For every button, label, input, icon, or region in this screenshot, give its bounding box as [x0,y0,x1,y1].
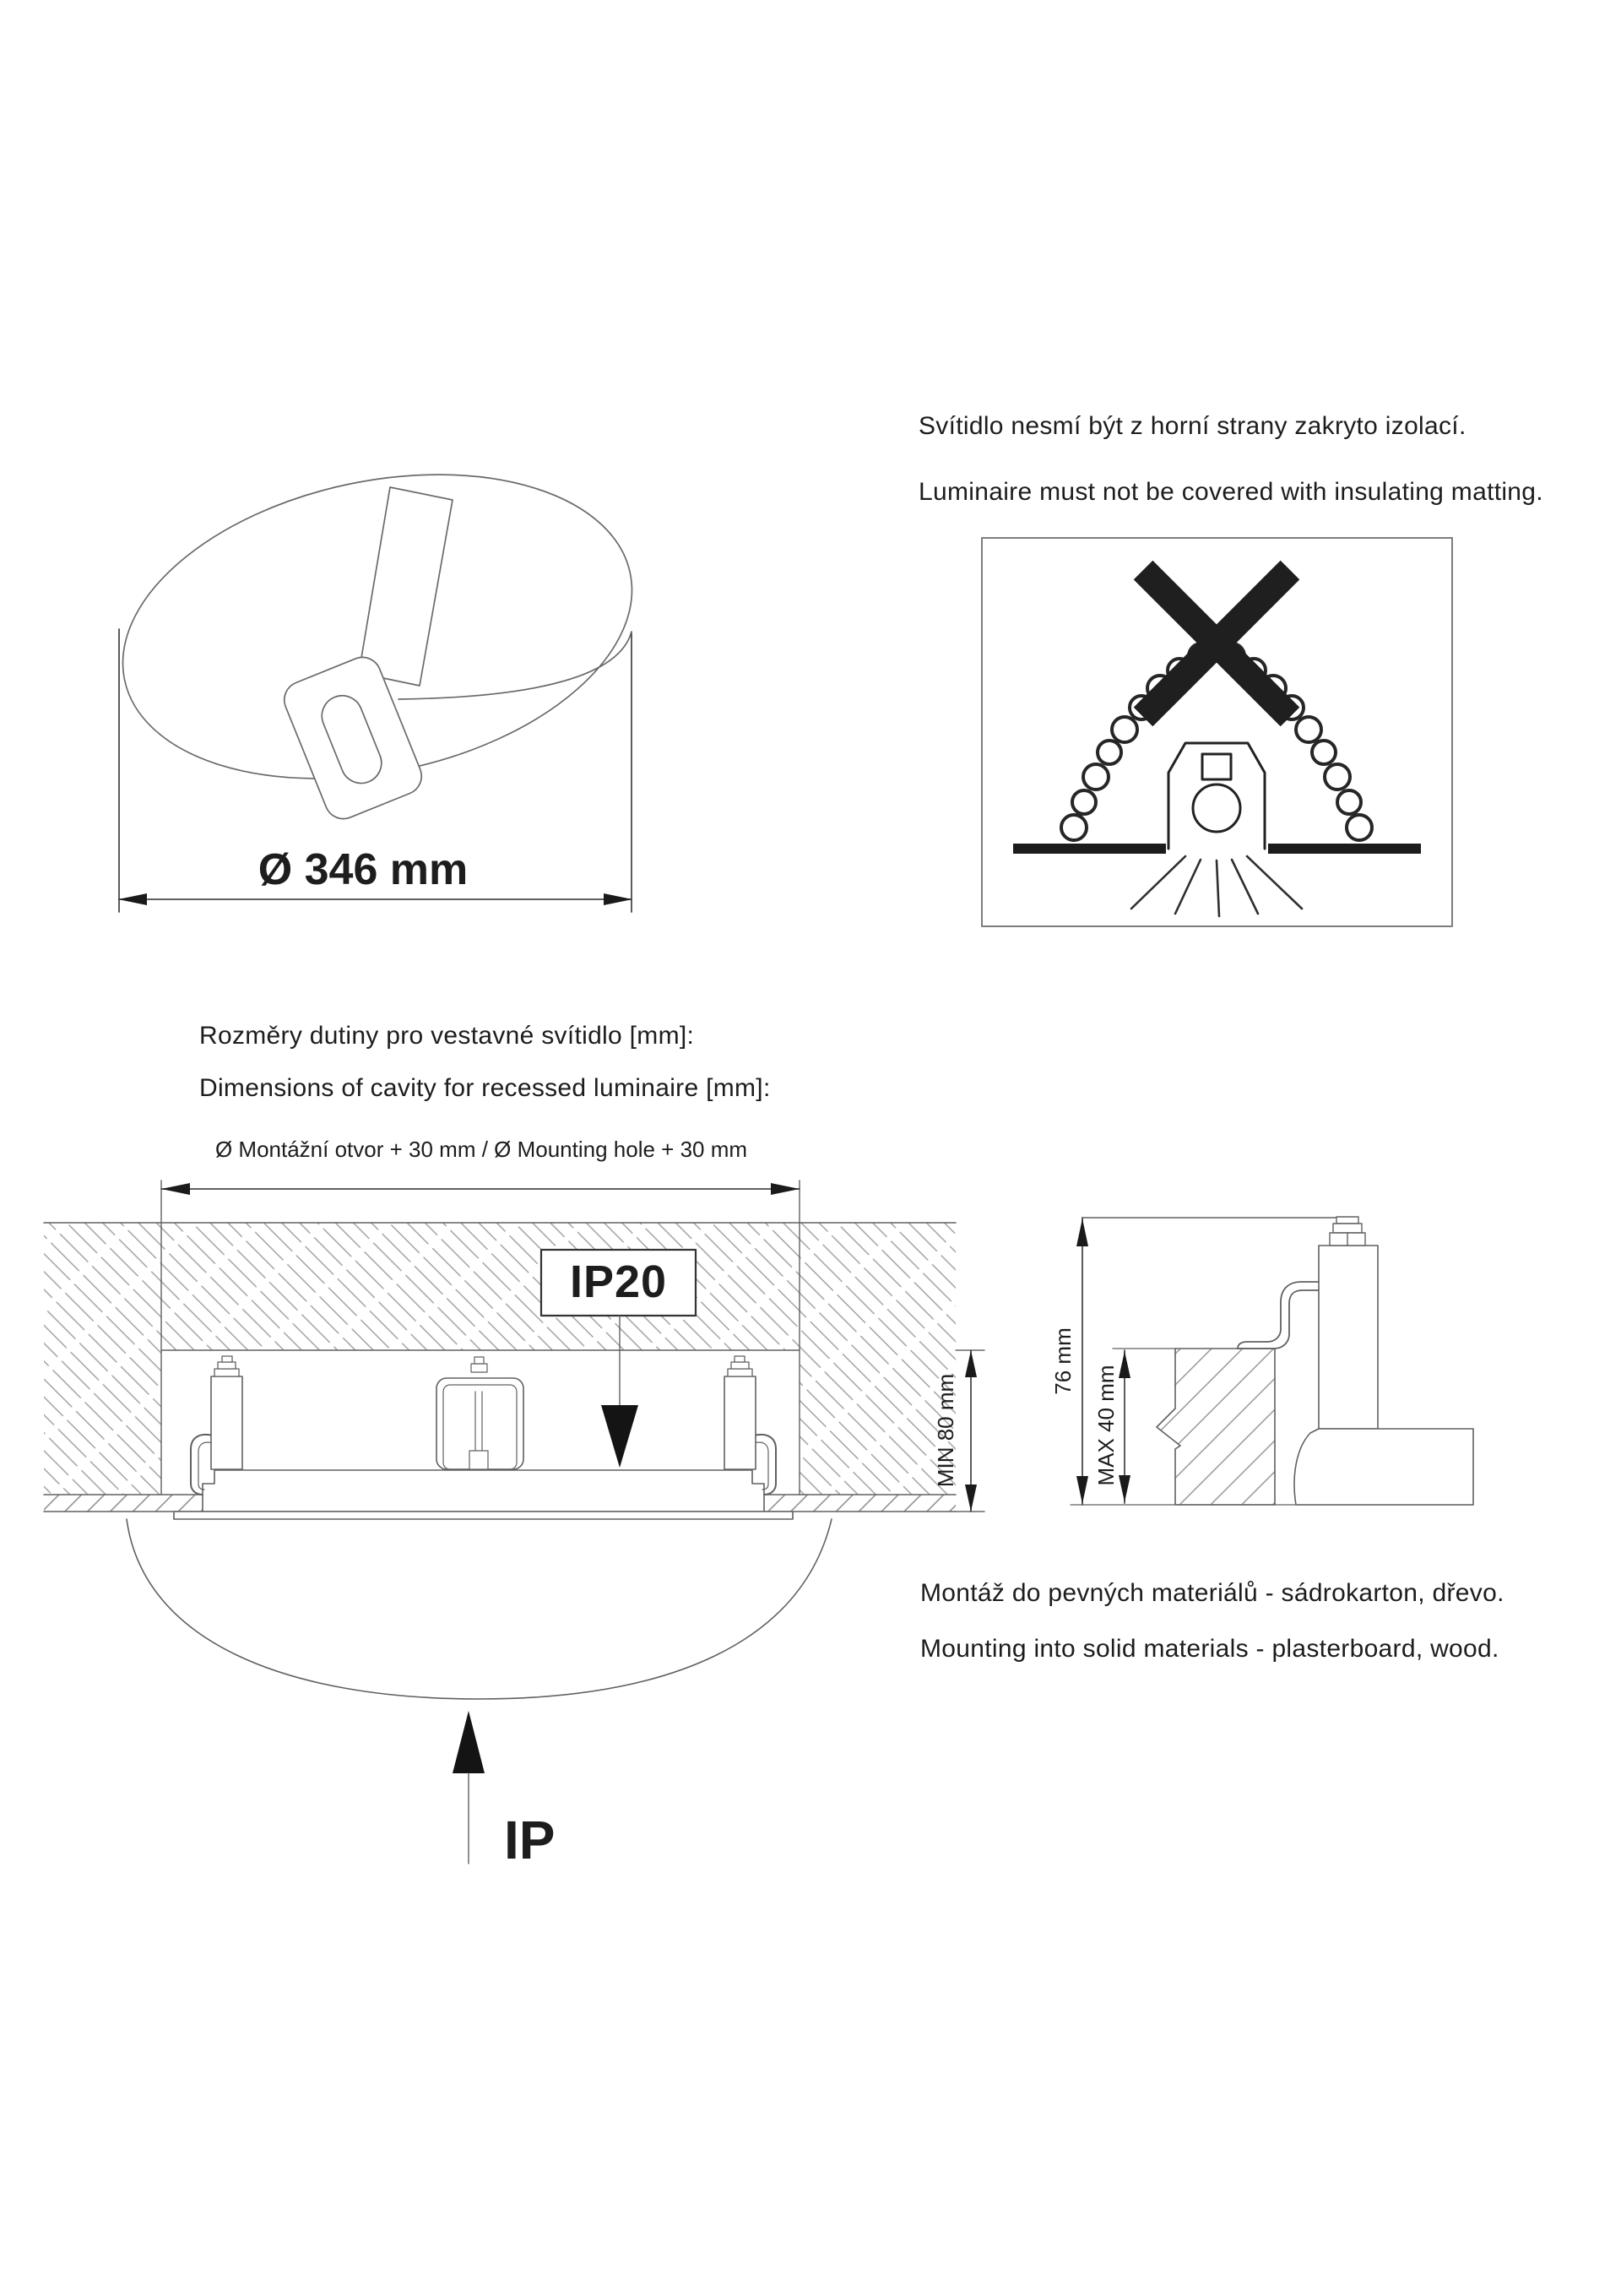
max-board-label: MAX 40 mm [1093,1365,1119,1486]
detail-screw-nut [1330,1217,1365,1246]
cavity-heading-czech: Rozměry dutiny pro vestavné svítidlo [mm]: [199,1022,695,1050]
warning-text-english: Luminaire must not be covered with insulating matting. [919,478,1543,506]
ip-arrow-label: IP [504,1810,556,1870]
total-height-dimension [1076,1218,1088,1505]
max-board-dimension [1119,1350,1130,1503]
glass-dome [127,1519,832,1699]
screw-post-right [724,1356,756,1469]
ceiling-board-left [44,1495,203,1512]
board-block-section [1157,1349,1275,1505]
luminaire-body-section [203,1470,764,1512]
ceiling-board-right [764,1495,956,1512]
edge-mounting-detail [1071,1217,1473,1505]
mounting-note-english: Mounting into solid materials - plasterboard, wood. [920,1635,1499,1663]
recessed-luminaire-icon [1168,743,1265,849]
trim-ring [174,1512,793,1519]
min-depth-label: MIN 80 mm [933,1373,958,1488]
detail-luminaire-rim [1294,1429,1473,1505]
mounting-strap-band [359,487,453,686]
cavity-heading-english: Dimensions of cavity for recessed luminaire [mm]: [199,1074,771,1102]
luminaire-top-view-drawing [95,431,660,912]
shade-side-silhouette [398,632,632,699]
cavity-cross-section [44,1181,984,1864]
min-depth-dimension [956,1350,984,1512]
ip-up-arrow [453,1711,485,1773]
mounting-note-czech: Montáž do pevných materiálů - sádrokarton, dřevo. [920,1579,1504,1607]
dim-arrow-left [118,893,147,905]
diameter-label: Ø 346 mm [258,845,469,894]
mounting-hole-label: Ø Montážní otvor + 30 mm / Ø Mounting hole + 30 mm [214,1137,748,1162]
detail-spring-clip [1238,1282,1319,1349]
insulation-warning-box [982,538,1452,926]
ip20-rating-label: IP20 [569,1257,668,1307]
warning-text-czech: Svítidlo nesmí být z horní strany zakryto izolací. [919,412,1466,440]
detail-screw-post [1319,1246,1378,1429]
total-height-label: 76 mm [1050,1327,1076,1395]
mounting-hole-dimension [161,1183,800,1195]
screw-post-left [211,1356,242,1469]
dim-arrow-right [604,893,632,905]
